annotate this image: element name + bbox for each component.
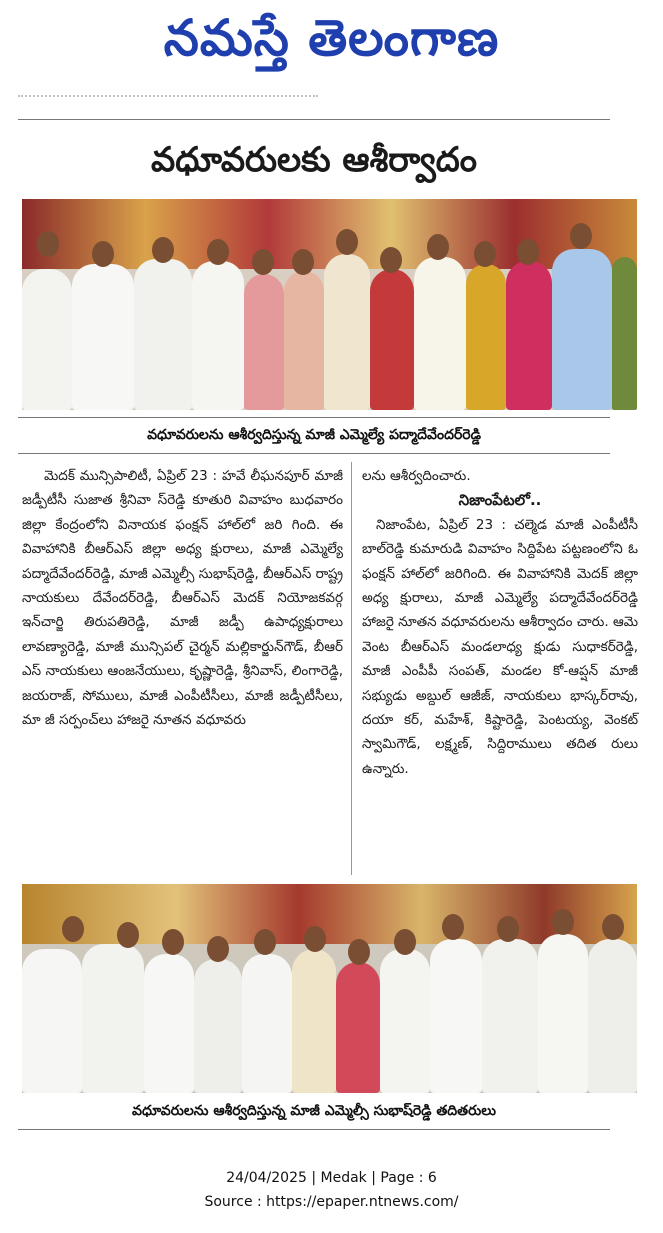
guest — [194, 959, 242, 1093]
guest — [414, 257, 466, 410]
guest — [82, 944, 144, 1093]
bride — [370, 269, 414, 410]
face — [336, 229, 358, 255]
caption-rule — [18, 453, 610, 454]
photo-2-caption: వధూవరులను ఆశీర్వదిస్తున్న మాజీ ఎమ్మెల్సీ సుభాష్‌రెడ్డి తదితరులు — [132, 1103, 496, 1119]
face — [304, 926, 326, 952]
guest — [284, 271, 324, 410]
face — [92, 241, 114, 267]
article-headline: వధూవరులకు ఆశీర్వాదం — [151, 140, 477, 180]
face — [62, 916, 84, 942]
face — [207, 936, 229, 962]
faint-dateline — [18, 95, 318, 105]
face — [207, 239, 229, 265]
footer-source-line: Source : https://epaper.ntnews.com/ — [204, 1194, 459, 1210]
guest — [430, 939, 482, 1093]
footer-date-line: 24/04/2025 | Medak | Page : 6 — [226, 1170, 437, 1186]
face — [570, 223, 592, 249]
face — [394, 929, 416, 955]
bride — [336, 962, 380, 1093]
face — [497, 916, 519, 942]
face — [442, 914, 464, 940]
guest — [134, 259, 192, 410]
guest — [22, 949, 82, 1093]
face — [380, 247, 402, 273]
column-right — [362, 464, 638, 781]
column-divider — [351, 462, 352, 875]
face — [517, 239, 539, 265]
photo-wedding-2 — [22, 884, 637, 1093]
face — [117, 922, 139, 948]
floral-backdrop — [22, 884, 637, 944]
groom — [292, 949, 336, 1093]
face — [427, 234, 449, 260]
guest — [144, 954, 194, 1093]
subheading-nizampet: నిజాంపేటలో.. — [458, 491, 542, 510]
guest — [552, 249, 612, 410]
face — [348, 939, 370, 965]
article-body-left: మెదక్ మున్సిపాలిటీ, ఏప్రిల్ 23 : హవే లీఘనపూర్ మాజీ జడ్పీటీసీ సుజాత శ్రీనివా స్‌రెడ్డి కూతురి వివాహం బుధవారం జిల్లా కేంద్రంలోని వినాయక ఫంక్షన్ హాల్‌లో జరి గింది. ఈ వివాహానికి బీఆర్‌ఎస్ జిల్లా అధ్య క్షురాలు, మాజీ ఎమ్మెల్యే పద్మాదేవేందర్‌రెడ్డి, మాజీ ఎమ్మెల్సీ సుభాష్‌రెడ్డి, బీఆర్‌ఎస్ రాష్ట్ర నాయకులు దేవేందర్‌రెడ్డి, బీఆర్‌ఎస్ మెదక్ నియోజకవర్గ ఇన్‌చార్జి తిరుపతిరెడ్డి, మాజీ జడ్పీ ఉపాధ్యక్షురాలు లావణ్యారెడ్డి, మాజీ మున్సిపల్ చైర్మన్ మల్లికార్జున్‌గౌడ్, బీఆర్ ఎస్ నాయకులు ఆంజనేయులు, కృష్ణారెడ్డి, శ్రీనివాస్, లింగారెడ్డి, జయరాజ్, సోములు, మాజీ ఎంపీటీసీలు, మాజీ జడ్పీటీసీలు, మా జీ సర్పంచ్‌లు హాజరై నూతన వధూవరు — [22, 468, 343, 729]
guest — [22, 269, 72, 410]
guest — [244, 274, 284, 410]
newspaper-title: నమస్తే తెలంగాణ — [163, 9, 500, 67]
guest — [192, 261, 244, 410]
face — [37, 231, 59, 257]
masthead — [0, 0, 663, 80]
face — [474, 241, 496, 267]
face — [254, 929, 276, 955]
face — [602, 914, 624, 940]
face — [292, 249, 314, 275]
guest — [612, 257, 637, 410]
photo-wedding-1 — [22, 199, 637, 410]
guest — [588, 939, 637, 1093]
divider-top — [18, 119, 610, 120]
face — [252, 249, 274, 275]
guest — [482, 939, 538, 1093]
guest — [242, 954, 292, 1093]
guest — [506, 261, 552, 410]
column-left — [22, 464, 343, 732]
groom — [324, 254, 370, 410]
guest — [466, 264, 506, 410]
guest — [538, 934, 588, 1093]
floral-backdrop — [22, 199, 637, 269]
face — [552, 909, 574, 935]
article-body-continued: లను ఆశీర్వదించారు. — [362, 468, 471, 484]
article-body-right: నిజాంపేట, ఏప్రిల్ 23 : చల్మెడ మాజీ ఎంపీటీసీ బాల్‌రెడ్డి కుమారుడి వివాహం సిద్దిపేట పట్టణంలోని ఓ ఫంక్షన్ హాల్‌లో జరిగింది. ఈ వివాహానికి మెదక్ జిల్లా అధ్య క్షురాలు, మాజీ ఎమ్మెల్యే పద్మాదేవేందర్‌రెడ్డి హాజరై నూతన వధూవరులను ఆశీర్వాదం చారు. ఆమె వెంట బీఆర్‌ఎస్ మండలాధ్య క్షుడు సుధాకర్‌రెడ్డి, మాజీ ఎంపీపీ సంపత్, మండల కో-ఆప్షన్ మాజీ సభ్యుడు అబ్దుల్ ఆజీజ్, నాయకులు భాస్కర్‌రావు, దయా కర్, మహేశ్, కిష్టారెడ్డి, పెంటయ్య, వెంకట్ స్వామిగౌడ్, లక్ష్మణ్, సిద్దిరాములు తదిత రులు ఉన్నారు. — [362, 516, 638, 777]
face — [152, 237, 174, 263]
caption-rule — [18, 417, 610, 418]
guest — [72, 264, 134, 410]
guest — [380, 949, 430, 1093]
face — [162, 929, 184, 955]
divider-bottom — [18, 1129, 610, 1130]
photo-1-caption: వధూవరులను ఆశీర్వదిస్తున్న మాజీ ఎమ్మెల్యే పద్మాదేవేందర్‌రెడ్డి — [147, 427, 481, 443]
